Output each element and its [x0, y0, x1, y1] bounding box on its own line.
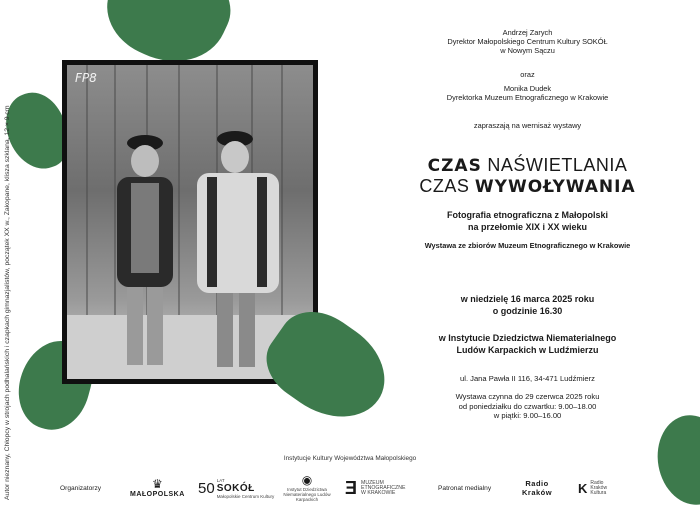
photo-catalog-code: FP8	[75, 71, 97, 85]
boys-in-folk-costume-illustration	[67, 65, 313, 379]
logo-instytut-text: Instytut Dziedzictwa Niematerialnego Ludów Karpackich	[283, 487, 331, 502]
hours-line-2: od poniedziałku do czwartku: 9.00–18.00	[458, 401, 597, 411]
host-1	[355, 28, 700, 55]
institutions-heading: Instytucje Kultury Województwa Małopolskiego	[283, 455, 417, 462]
rkk-line-3: Kultura	[590, 489, 607, 496]
malopolska-mark-icon: ♛	[152, 477, 163, 491]
muzeum-line-3: W KRAKOWIE	[361, 489, 396, 496]
rkk-mark-icon: K	[578, 480, 588, 496]
exhibition-title	[355, 155, 700, 197]
logo-radio-krakow	[522, 473, 552, 503]
logo-radio-krakow-kultura	[578, 473, 607, 503]
venue-line-1: w Instytucie Dziedzictwa Niematerialnego	[438, 333, 617, 343]
venue-address: ul. Jana Pawła II 116, 34-471 Ludźmierz	[460, 374, 595, 383]
radio-text-1: Radio	[525, 479, 549, 488]
title-word-2: NAŚWIETLANIA	[487, 155, 628, 175]
logo-malopolska-text: MAŁOPOLSKA	[130, 491, 185, 498]
subtitle-line-1: Fotografia etnograficzna z Małopolski	[446, 210, 608, 220]
logo-sokol	[198, 473, 274, 503]
host-1-name: Andrzej Zarych	[502, 28, 553, 37]
muzeum-line-2: ETNOGRAFICZNE	[361, 484, 406, 491]
logo-instytut	[282, 473, 332, 503]
collection-note: Wystawa ze zbiorów Muzeum Etnograficznego w Krakowie	[424, 241, 631, 250]
logo-sokol-sub: LAT	[216, 477, 225, 483]
instytut-mark-icon: ◉	[301, 473, 313, 487]
logo-sokol-number: 50	[198, 479, 215, 497]
rkk-line-2: Kraków	[590, 484, 608, 491]
hosts-conjunction: oraz	[520, 70, 535, 79]
host-2-title: Dyrektorka Muzeum Etnograficznego w Krakowie	[446, 93, 609, 102]
title-word-3: CZAS	[419, 176, 470, 196]
logo-malopolska	[130, 473, 185, 503]
host-1-title-city: w Nowym Sączu	[500, 46, 555, 55]
media-patron-label: Patronat medialny	[438, 484, 492, 492]
host-1-title: Dyrektor Małopolskiego Centrum Kultury SOKÓŁ	[447, 37, 608, 46]
logo-sokol-text: SOKÓŁ	[216, 482, 255, 494]
muzeum-line-1: MUZEUM	[361, 479, 384, 486]
radio-text-2: Kraków	[522, 488, 553, 497]
invite-line: zapraszają na wernisaż wystawy	[473, 121, 582, 130]
logo-sokol-small: Małopolskie Centrum Kultury	[216, 493, 275, 499]
exhibition-subtitle	[355, 210, 700, 233]
muzeum-mark-icon: Ǝ	[345, 477, 358, 498]
event-date: w niedzielę 16 marca 2025 roku	[460, 294, 595, 304]
venue-line-2: Ludów Karpackich w Ludźmierzu	[456, 344, 599, 355]
organizers-label-wrap	[60, 473, 101, 503]
hours-line-1: Wystawa czynna do 29 czerwca 2025 roku	[455, 392, 600, 401]
host-2	[355, 84, 700, 102]
subtitle-line-2: na przełomie XIX i XX wieku	[467, 221, 588, 232]
organizers-label: Organizatorzy	[60, 484, 102, 492]
photo-credit: Autor nieznany, Chłopcy w strojach podhalańskich i czapkach gimnazjalistów, początek XX w., Zakopane, klisza szklana, 12 × 9 cm	[4, 105, 11, 500]
title-word-1: CZAS	[427, 156, 482, 176]
event-time: o godzinie 16.30	[492, 305, 563, 316]
opening-hours	[355, 392, 700, 421]
footer-logos	[0, 473, 700, 503]
title-word-4: WYWOŁYWANIA	[474, 177, 636, 197]
hours-line-3: w piątki: 9.00–16.00	[493, 411, 562, 420]
host-2-name: Monika Dudek	[503, 84, 552, 93]
rkk-line-1: Radio	[590, 479, 604, 486]
logo-muzeum	[345, 473, 405, 503]
event-venue	[355, 333, 700, 356]
media-label-wrap	[438, 473, 491, 503]
event-datetime	[355, 294, 700, 317]
